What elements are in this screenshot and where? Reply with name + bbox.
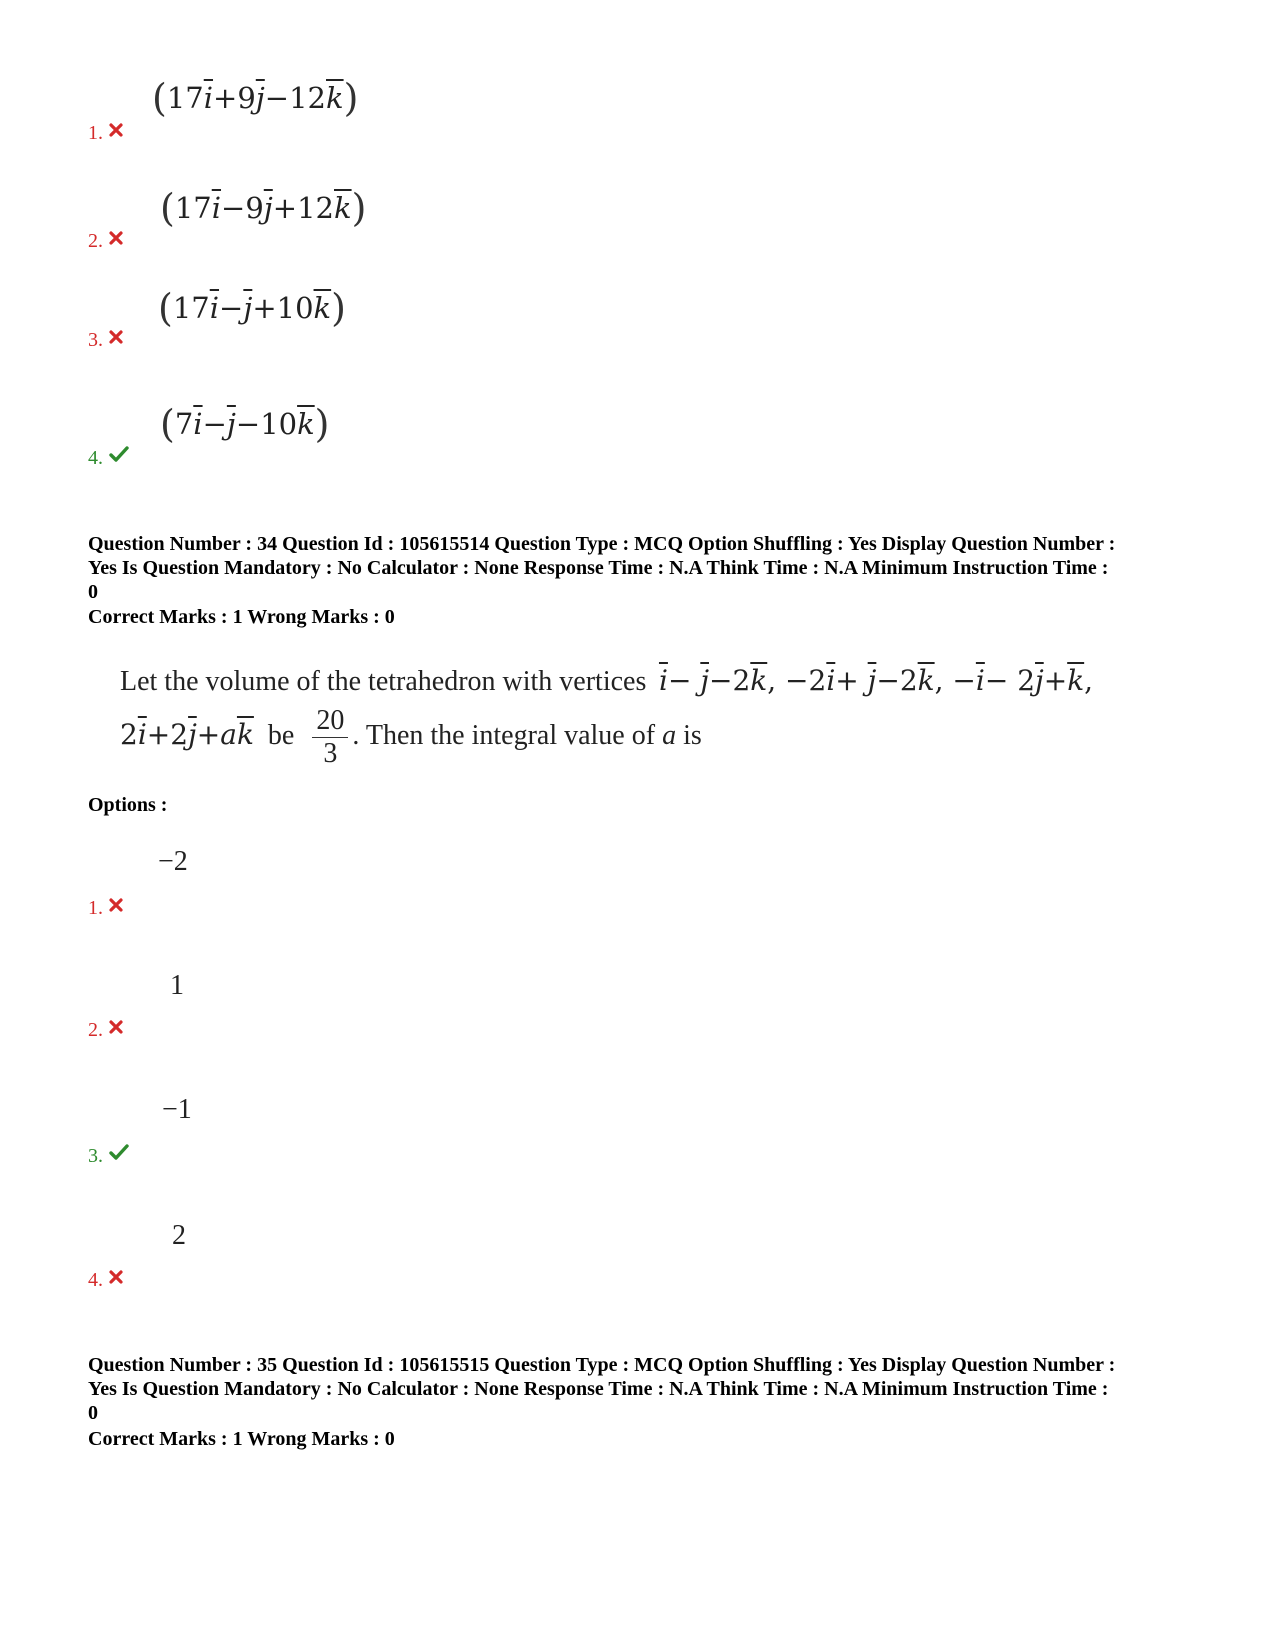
cross-icon [109,327,123,350]
prev-option-2-expression: $(17\overline{i}-9\overline{j}+12\overline{k})$ [160,186,367,230]
option-4-number: 4. [88,1267,123,1292]
question-34-marks: Correct Marks : 1 Wrong Marks : 0 [88,606,395,628]
cross-icon [109,120,123,143]
question-34-metadata: Question Number : 34 Question Id : 105615514 Question Type : MCQ Option Shuffling : Yes Display Question Number : Yes Is Question Mandatory : No Calculator : None Response Time : N.A Think Time : N.A Minimum Instruction Time : 0 [88,533,1116,603]
option-3-number: 3. [88,1143,129,1168]
cross-icon [109,895,123,918]
prev-option-4-expression: $(7\overline{i}-\overline{j}-10\overline{k})$ [160,402,330,446]
options-label: Options : [88,794,168,816]
question-35-marks: Correct Marks : 1 Wrong Marks : 0 [88,1428,395,1450]
option-2-number: 2. [88,1017,123,1042]
volume-fraction: $\frac{20}{3}$ [312,705,348,770]
prev-option-1-expression: $(17\overline{i}+9\overline{j}-12\overline{k})$ [152,76,359,120]
question-34-text-line2: $2\overline{i}+2\overline{j}+a\overline{k}$ be $\frac{20}{3}$ . Then the integral value of a is [120,705,702,769]
cross-icon [109,1017,123,1040]
option-4-value: 2 [172,1220,186,1251]
option-1-value: −2 [158,846,188,877]
question-35-metadata: Question Number : 35 Question Id : 105615515 Question Type : MCQ Option Shuffling : Yes Display Question Number : Yes Is Question Mandatory : No Calculator : None Response Time : N.A Think Time : N.A Minimum Instruction Time : 0 [88,1354,1116,1424]
prev-option-3-number: 3. [88,327,123,352]
option-2-value: 1 [170,970,184,1001]
option-1-number: 1. [88,895,123,920]
checkmark-icon [109,445,129,468]
prev-option-3-expression: $(17\overline{i}-\overline{j}+10\overline{k})$ [158,286,346,330]
prev-option-1-number: 1. [88,120,123,145]
cross-icon [109,1267,123,1290]
prev-option-2-number: 2. [88,228,123,253]
prev-option-4-number: 4. [88,445,129,470]
question-34-text-line1: Let the volume of the tetrahedron with vertices $\overline{i}- \overline{j}-2\overline{k}$, $-2\overline{i}+ \overline{j}-2\overline{k}$, $-\overline{i}- 2\overline{j}+\overline{k}$, [120,664,1094,697]
checkmark-icon [109,1143,129,1166]
cross-icon [109,228,123,251]
option-3-value: −1 [162,1094,192,1125]
